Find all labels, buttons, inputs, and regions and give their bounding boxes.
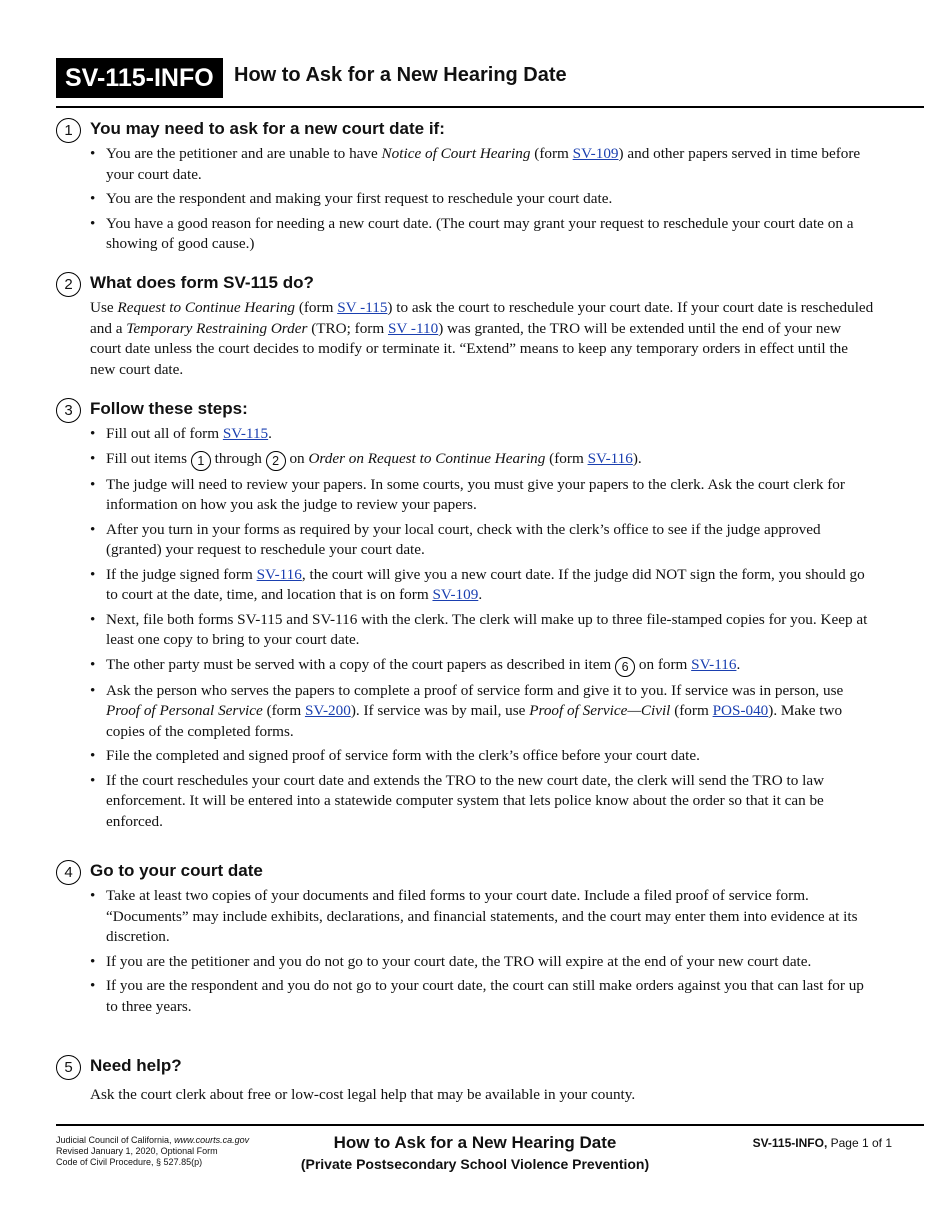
item-number-badge: 2 [266, 451, 286, 471]
form-link-sv-200[interactable]: SV-200 [304, 702, 351, 719]
list-item: • You have a good reason for needing a new court date. (The court may grant your request to reschedule your court date on a showing of good cause.) [106, 214, 876, 255]
section-4 [56, 860, 876, 1021]
bullet-list [56, 886, 876, 1017]
list-item: • If the court reschedules your court date and extends the TRO to the new court date, the clerk will send the TRO to law enforcement. It will be entered into a statewide computer system that lets police know about the order so that it can be enforced. [106, 771, 876, 833]
list-item: • Fill out items 1 through 2 on Order on Request to Continue Hearing (form SV-116). [106, 449, 876, 471]
section-number-badge: 1 [56, 118, 81, 143]
list-item: • The judge will need to review your papers. In some courts, you must give your papers to the clerk. Ask the court clerk for information on how you ask the judge to review your papers. [106, 475, 876, 516]
website-link[interactable]: www.courts.ca.gov [174, 1135, 250, 1145]
section-number-badge: 3 [56, 398, 81, 423]
list-item: • Next, file both forms SV-115 and SV-116 with the clerk. The clerk will make up to three file-stamped copies for you. Keep at least one copy to bring to your court date. [106, 610, 876, 651]
list-item: • File the completed and signed proof of service form with the clerk’s office before your court date. [106, 746, 876, 767]
section-number-badge: 2 [56, 272, 81, 297]
form-link-pos-040[interactable]: POS-040 [712, 702, 769, 719]
section-number-badge: 5 [56, 1055, 81, 1080]
footer-title: How to Ask for a New Hearing Date (Private Postsecondary School Violence Prevention) [300, 1133, 650, 1172]
list-item: • Take at least two copies of your documents and filed forms to your court date. Include a filed proof of service form. “Documents” may include exhibits, declarations, and financial statements, and the court may enter them into evidence at its discretion. [106, 886, 876, 948]
page-header [56, 58, 924, 108]
section-title: Follow these steps: [90, 399, 248, 418]
form-id-badge: SV-115-INFO [56, 58, 223, 98]
bullet-list [56, 424, 876, 832]
list-item: • If you are the petitioner and you do not go to your court date, the TRO will expire at the end of your new court date. [106, 952, 876, 973]
item-number-badge: 6 [615, 657, 635, 677]
section-paragraph: Use Request to Continue Hearing (form SV -115) to ask the court to reschedule your court date. If your court date is rescheduled and a Temporary Restraining Order (TRO; form SV -110) was granted, the TRO will be extended until the end of your new court date unless the court decides to modify or terminate it. “Extend” means to keep any temporary orders in effect until the new court date. [90, 299, 874, 378]
page-title: How to Ask for a New Hearing Date [234, 64, 567, 86]
header-divider [56, 106, 924, 108]
form-link-sv-116[interactable]: SV-116 [691, 655, 737, 673]
section-title: You may need to ask for a new court date if: [90, 119, 445, 138]
item-number-badge: 1 [191, 451, 211, 471]
form-link-sv-116[interactable]: SV-116 [256, 565, 302, 583]
form-link-sv-115[interactable]: SV-115 [222, 425, 269, 442]
list-item: • You are the petitioner and are unable to have Notice of Court Hearing (form SV-109) and other papers served in time before your court date. [106, 144, 876, 185]
list-item: • If you are the respondent and you do not go to your court date, the court can still make orders against you that can last for up to three years. [106, 976, 876, 1017]
form-link-sv-109[interactable]: SV-109 [432, 586, 479, 603]
form-link-sv-116[interactable]: SV-116 [587, 449, 633, 467]
section-2 [56, 272, 876, 380]
list-item: • If the judge signed form SV-116, the court will give you a new court date. If the judge did NOT sign the form, you should go to court at the date, time, and location that is on form SV-109. [106, 565, 876, 606]
section-paragraph: Ask the court clerk about free or low-cost legal help that may be available in your county. [90, 1086, 636, 1103]
footer-page-number: SV-115-INFO, Page 1 of 1 [752, 1136, 892, 1150]
section-number-badge: 4 [56, 860, 81, 885]
form-link-sv-110[interactable]: SV -110 [387, 319, 439, 337]
list-item: • You are the respondent and making your first request to reschedule your court date. [106, 189, 876, 210]
list-item: • Fill out all of form SV-115. [106, 424, 876, 445]
section-title: Need help? [90, 1056, 182, 1075]
list-item: • After you turn in your forms as required by your local court, check with the clerk’s office to see if the judge approved (granted) your request to reschedule your court date. [106, 520, 876, 561]
section-3 [56, 398, 876, 836]
footer-divider [56, 1124, 924, 1126]
footer-citation: Judicial Council of California, www.courts.ca.gov Revised January 1, 2020, Optional Form Code of Civil Procedure, § 527.85(p) [56, 1135, 250, 1167]
list-item: • Ask the person who serves the papers to complete a proof of service form and give it to you. If service was in person, use Proof of Personal Service (form SV-200). If service was by mail, use Proof of Service—Civil (form POS-040). Make two copies of the completed forms. [106, 681, 876, 743]
form-link-sv-115[interactable]: SV -115 [337, 299, 388, 316]
form-link-sv-109[interactable]: SV-109 [572, 145, 619, 162]
bullet-list [56, 144, 876, 255]
section-title: Go to your court date [90, 861, 263, 880]
section-title: What does form SV-115 do? [90, 273, 314, 292]
section-5 [56, 1055, 876, 1106]
list-item: • The other party must be served with a copy of the court papers as described in item 6 on form SV-116. [106, 655, 876, 677]
section-1 [56, 118, 876, 259]
